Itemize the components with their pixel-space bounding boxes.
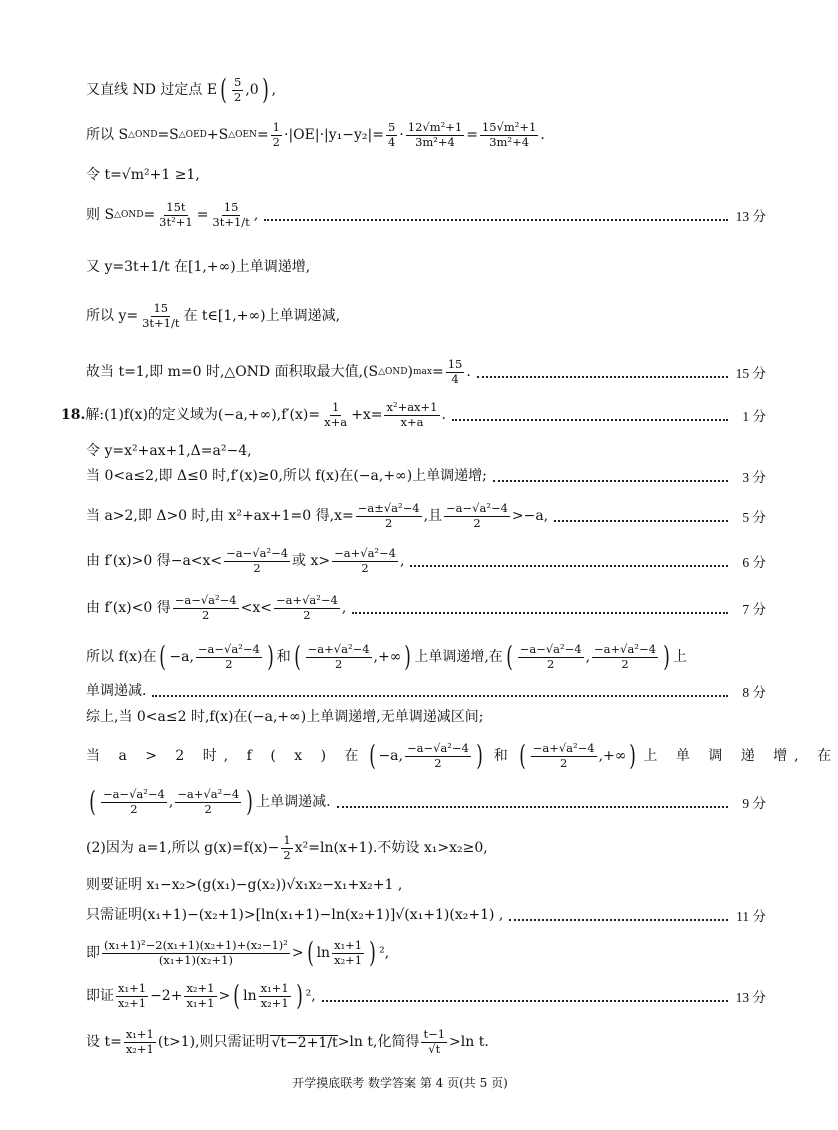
text: 上单调递增,在 xyxy=(414,649,503,665)
text: 又直线 ND 过定点 E xyxy=(86,82,218,98)
score-label: 9 分 xyxy=(742,796,766,811)
text: 上 单 调 递 增, 在 xyxy=(643,748,838,764)
page-footer: 开学摸底联考 数学答案 第 4 页(共 5 页) xyxy=(292,1076,508,1090)
text: ln xyxy=(243,988,257,1004)
line-substitute-t xyxy=(0,1022,800,1062)
fraction: $\frac{1}{x+a}$ xyxy=(324,400,348,429)
score-label: 13 分 xyxy=(735,209,766,224)
fraction: $\frac{\text{−a−√a²−4}}{2}$ xyxy=(519,642,582,671)
line-conclusion-3: ( $\frac{\text{−a−√a²−4}}{2}$ , $\frac{\text{−a+√a²−4}}{2}$ ) 上单调递减. 9 分 xyxy=(0,782,800,822)
fraction: $\frac{\text{12√m²+1}}{\text{3m²+4}}$ xyxy=(407,120,463,149)
text: 由 f′(x)<0 得 xyxy=(86,600,171,616)
text: ², xyxy=(305,988,316,1004)
text: ,0 xyxy=(245,82,259,98)
line-max-area: 故当 t=1,即 m=0 时,△OND 面积取最大值,(S △OND ) max = $\frac{15}{4}$ . 15 分 xyxy=(0,352,800,392)
subscript: △OEN xyxy=(228,129,257,140)
score-label: 8 分 xyxy=(742,685,766,700)
text: −a, xyxy=(378,748,403,764)
text: 只需证明(x₁+1)−(x₂+1)>[ln(x₁+1)−ln(x₂+1)]√(x₁+1)(x₂+1) , xyxy=(86,907,504,923)
dot-leader xyxy=(493,480,728,482)
line-case-small-a xyxy=(0,456,800,496)
dot-leader xyxy=(352,612,728,614)
fraction: $\frac{\text{−a−√a²−4}}{2}$ xyxy=(226,546,289,575)
score-label: 3 分 xyxy=(742,470,766,485)
text: 即证 xyxy=(86,988,114,1004)
text: √t−2+1/t xyxy=(271,1034,338,1051)
dot-leader xyxy=(322,1000,728,1002)
text: , xyxy=(341,600,347,616)
text: x²=ln(x+1).不妨设 x₁>x₂≥0, xyxy=(294,840,488,856)
fraction: $\frac{\text{−a+√a²−4}}{2}$ xyxy=(307,642,370,671)
text: 和 xyxy=(493,748,508,764)
fraction: $\frac{\text{x₂+1}}{\text{x₁+1}}$ xyxy=(186,981,215,1010)
line-conclusion-1 xyxy=(0,697,800,737)
text: 令 t=√m²+1 ≥1, xyxy=(86,167,200,183)
text: 当 a > 2 时, f ( x ) 在 xyxy=(86,748,366,764)
fraction: $\frac{\text{−a−√a²−4}}{2}$ xyxy=(102,787,165,816)
text: −a, xyxy=(169,649,194,665)
text: , xyxy=(399,553,405,569)
fraction: $\frac{\text{−a±√a²−4}}{2}$ xyxy=(357,501,420,530)
text: 单调递减. xyxy=(86,683,147,699)
line-decreasing xyxy=(0,296,800,336)
line-conclusion-2: 当 a > 2 时, f ( x ) 在 ( −a, $\frac{\text{−a−√a²−4}}{2}$ ) 和 ( $\frac{\text{−a+√a²−4}}{2}$ ,+∞ ) 上 单 调 递 增, 在 xyxy=(86,739,838,772)
text: 上 xyxy=(672,649,687,665)
dot-leader xyxy=(554,520,728,522)
text: 解:(1)f(x)的定义域为(−a,+∞),f′(x)= xyxy=(85,407,321,423)
text: 设 t= xyxy=(86,1034,122,1050)
line-q18-domain: 18. 解:(1)f(x)的定义域为(−a,+∞),f′(x)= $\frac{1}{x+a}$ +x= $\frac{\text{x²+ax+1}}{x+a}$ . 1 分 xyxy=(0,395,800,435)
subscript: △OND xyxy=(128,129,158,140)
text: ln xyxy=(316,945,331,961)
text: +S xyxy=(206,127,229,143)
text: 令 y=x²+ax+1,Δ=a²−4, xyxy=(86,443,252,459)
text: <x< xyxy=(240,600,272,616)
text: (t>1),则只需证明 xyxy=(157,1034,270,1050)
text: >ln t. xyxy=(449,1034,489,1050)
line-let-t xyxy=(0,155,800,195)
text: ,+∞ xyxy=(598,748,627,764)
line-only-need xyxy=(0,895,800,935)
line-area-in-t: 则 S △OND = $\frac{15t}{\text{3t²+1}}$ = $\frac{15}{3t+1/t}$ , 13 分 xyxy=(0,195,800,235)
fraction: $\frac{1}{2}$ xyxy=(283,833,291,862)
fraction: $\frac{\text{15√m²+1}}{\text{3m²+4}}$ xyxy=(481,120,537,149)
text: 上单调递减. xyxy=(256,794,331,810)
text: 即 xyxy=(86,945,100,961)
score-label: 13 分 xyxy=(735,990,766,1005)
dot-leader xyxy=(264,219,728,221)
text: 所以 y= xyxy=(86,308,139,324)
subscript: △OND xyxy=(114,209,144,220)
line-equivalent: 即 $\frac{\text{(x₁+1)²−2(x₁+1)(x₂+1)+(x₂−1)²}}{\text{(x₁+1)(x₂+1)}}$ > ( ln $\frac{\text{x₁+1}}{\text{x₂+1}}$ ) ², xyxy=(86,936,390,969)
fraction: $\frac{15t}{\text{3t²+1}}$ xyxy=(159,200,193,229)
dot-leader xyxy=(509,919,728,921)
line-case-large-a xyxy=(0,496,800,536)
fraction: $\frac{15}{3t+1/t}$ xyxy=(142,301,180,330)
fraction: $\frac{\text{x₁+1}}{\text{x₂+1}}$ xyxy=(260,981,289,1010)
fraction: $\frac{\text{x₁+1}}{\text{x₂+1}}$ xyxy=(118,981,147,1010)
fraction: $\frac{\text{−a+√a²−4}}{2}$ xyxy=(594,642,656,671)
text: (2)因为 a=1,所以 g(x)=f(x)− xyxy=(86,840,280,856)
paren: ( xyxy=(220,73,227,106)
line-derivative-positive xyxy=(0,541,800,581)
fraction: $\frac{\text{−a−√a²−4}}{2}$ xyxy=(197,642,260,671)
fraction: $\frac{\text{x²+ax+1}}{x+a}$ xyxy=(386,400,438,429)
text: > xyxy=(218,988,231,1004)
line-i-e-prove: 即证 $\frac{\text{x₁+1}}{\text{x₂+1}}$ −2+ $\frac{\text{x₂+1}}{\text{x₁+1}}$ > ( ln $\frac{\text{x₁+1}}{\text{x₂+1}}$ ) ², 13 分 xyxy=(0,976,800,1016)
text: 当 0<a≤2,即 Δ≤0 时,f′(x)≥0,所以 f(x)在(−a,+∞)上单调递增; xyxy=(86,468,487,484)
fraction: $\frac{\text{−a−√a²−4}}{2}$ xyxy=(406,741,469,770)
dot-leader xyxy=(477,376,728,378)
line-fixed-point: 又直线 ND 过定点 E ( $\frac{5}{2}$ ,0 ) , xyxy=(86,73,277,106)
text: 综上,当 0<a≤2 时,f(x)在(−a,+∞)上单调递增,无单调递减区间; xyxy=(86,709,484,725)
text: 所以 S xyxy=(86,127,129,143)
text: = xyxy=(431,364,444,380)
subscript: max xyxy=(412,366,432,377)
fraction: $\frac{\text{x₁+1}}{\text{x₂+1}}$ xyxy=(125,1027,154,1056)
fraction: $\frac{5}{2}$ xyxy=(233,75,242,104)
text: ) xyxy=(407,364,413,380)
fraction: $\frac{1}{2}$ xyxy=(272,120,280,149)
subscript: △OND xyxy=(378,366,408,377)
paren: ) xyxy=(261,73,269,106)
text: 故当 t=1,即 m=0 时,△OND 面积取最大值,(S xyxy=(86,364,379,380)
text: >ln t,化简得 xyxy=(337,1034,420,1050)
line-part2-intro xyxy=(0,828,800,868)
fraction: $\frac{\text{−a−√a²−4}}{2}$ xyxy=(174,593,237,622)
text: 或 x> xyxy=(292,553,331,569)
text: ², xyxy=(379,945,390,961)
text: ,且 xyxy=(423,508,443,524)
text: ·|OE|·|y₁−y₂|= xyxy=(284,127,384,143)
fraction: $\frac{5}{4}$ xyxy=(387,120,396,149)
fraction: $\frac{\text{−a+√a²−4}}{2}$ xyxy=(334,546,396,575)
text: +x= xyxy=(351,407,383,423)
dot-leader xyxy=(452,419,728,421)
fraction: $\frac{\text{(x₁+1)²−2(x₁+1)(x₂+1)+(x₂−1)²}}{\text{(x₁+1)(x₂+1)}}$ xyxy=(104,938,288,967)
text: > xyxy=(291,945,304,961)
score-label: 11 分 xyxy=(736,909,766,924)
score-label: 6 分 xyxy=(742,555,766,570)
fraction: $\frac{t-1}{√t}$ xyxy=(423,1027,446,1056)
text: ,+∞ xyxy=(373,649,402,665)
score-label: 15 分 xyxy=(735,366,766,381)
dot-leader xyxy=(410,565,728,567)
fraction: $\frac{15}{3t+1/t}$ xyxy=(212,200,250,229)
text: = xyxy=(256,127,269,143)
text: 又 y=3t+1/t 在[1,+∞)上单调递增, xyxy=(86,259,311,275)
line-derivative-negative xyxy=(0,588,800,628)
fraction: $\frac{15}{4}$ xyxy=(447,357,463,386)
fraction: $\frac{\text{−a+√a²−4}}{2}$ xyxy=(275,593,338,622)
fraction: $\frac{\text{x₁+1}}{\text{x₂+1}}$ xyxy=(334,938,363,967)
fraction: $\frac{\text{−a+√a²−4}}{2}$ xyxy=(177,787,240,816)
text: =S xyxy=(157,127,179,143)
line-area-formula: 所以 S △OND =S △OED +S △OEN = $\frac{1}{2}$ ·|OE|·|y₁−y₂|= $\frac{5}{4}$ · $\frac{\text{12√m²+1}}{\text{3m²+4}}$ = $\frac{\text{15√m²+1}}{\text{3m²+4}}$ . xyxy=(86,120,545,149)
text: −2+ xyxy=(150,988,183,1004)
text: 由 f′(x)>0 得−a<x< xyxy=(86,553,223,569)
text: 当 a>2,即 Δ>0 时,由 x²+ax+1=0 得,x= xyxy=(86,508,354,524)
fraction: $\frac{\text{−a+√a²−4}}{2}$ xyxy=(532,741,595,770)
fraction: $\frac{\text{−a−√a²−4}}{2}$ xyxy=(446,501,508,530)
score-label: 5 分 xyxy=(742,510,766,525)
line-increasing xyxy=(0,247,800,287)
text: 则 S xyxy=(86,207,115,223)
score-label: 7 分 xyxy=(742,602,766,617)
text: = xyxy=(143,207,156,223)
subscript: △OED xyxy=(178,129,207,140)
text: >−a, xyxy=(511,508,549,524)
score-label: 1 分 xyxy=(742,409,766,424)
text: 和 xyxy=(276,649,291,665)
text: 则要证明 x₁−x₂>(g(x₁)−g(x₂))√x₁x₂−x₁+x₂+1 , xyxy=(86,877,403,893)
dot-leader xyxy=(337,806,728,808)
text: 所以 f(x)在 xyxy=(86,649,157,665)
question-number: 18. xyxy=(61,407,86,423)
text: 在 t∈[1,+∞)上单调递减, xyxy=(183,308,341,324)
line-monotonic-summary: 所以 f(x)在 ( −a, $\frac{\text{−a−√a²−4}}{2}$ ) 和 ( $\frac{\text{−a+√a²−4}}{2}$ ,+∞ ) 上单调递增,在 ( $\frac{\text{−a−√a²−4}}{2}$ , $\frac{\text{−a+√a²−4}}{2}$ ) 上 xyxy=(86,640,687,673)
